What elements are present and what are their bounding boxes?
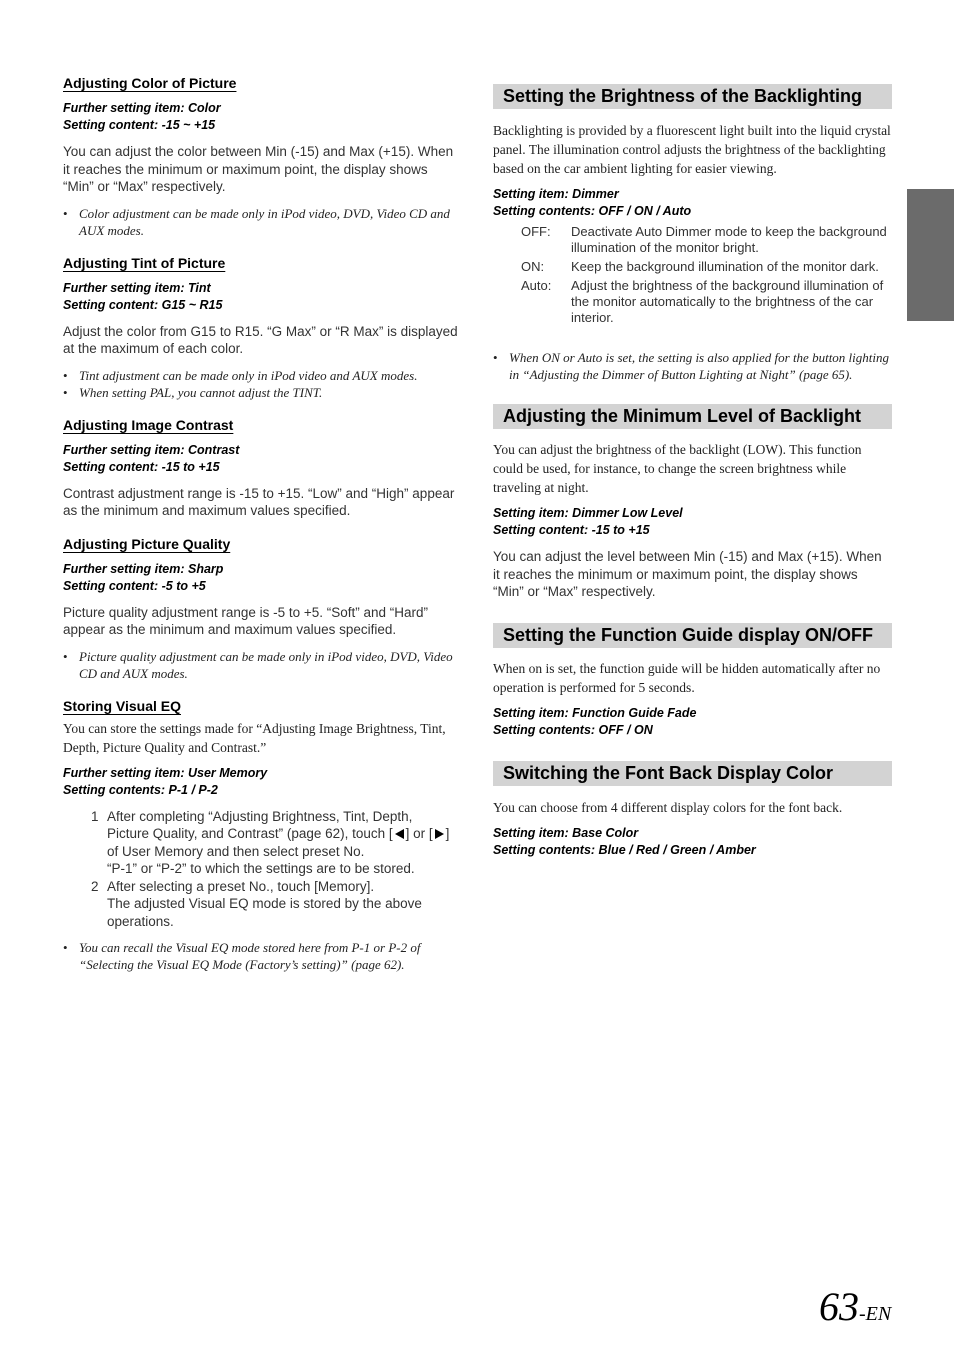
step-text: “P-1” or “P-2” to which the settings are to be stored. bbox=[107, 861, 415, 876]
note-item: • Tint adjustment can be made only in iPod video and AUX modes. bbox=[63, 367, 458, 384]
section-color bbox=[63, 74, 458, 239]
note-list bbox=[63, 939, 458, 973]
setting-item: Setting item: Dimmer Low Level bbox=[493, 506, 683, 520]
body-text: You can adjust the brightness of the backlight (LOW). This function could be used, for instance, to change the screen brightness while traveling at night. bbox=[493, 442, 862, 495]
note-list bbox=[63, 367, 458, 401]
page-number bbox=[819, 1283, 891, 1330]
setting-content: Setting contents: OFF / ON / Auto bbox=[493, 204, 692, 218]
option-key: ON: bbox=[521, 259, 545, 274]
body-text: Adjust the color from G15 to R15. “G Max” or “R Max” is displayed at the maximum of each color. bbox=[63, 323, 458, 356]
section-heading: Adjusting Color of Picture bbox=[63, 75, 237, 91]
section-function-guide bbox=[493, 623, 892, 739]
left-column bbox=[63, 74, 458, 973]
body-text: Picture quality adjustment range is -5 to +5. “Soft” and “Hard” appear as the minimum and maximum values specified. bbox=[63, 604, 429, 637]
section-visual-eq bbox=[63, 697, 458, 974]
setting-item: Further setting item: User Memory bbox=[63, 765, 268, 780]
body-text: You can store the settings made for “Adjusting Image Brightness, Tint, Depth, Picture Quality and Contrast.” bbox=[63, 720, 446, 755]
right-arrow-icon bbox=[435, 829, 444, 839]
setting-item: Setting item: Function Guide Fade bbox=[493, 705, 697, 720]
step-text: After selecting a preset No., touch [Memory]. bbox=[107, 878, 375, 894]
note-item: • You can recall the Visual EQ mode stored here from P-1 or P-2 of “Selecting the Visual EQ Mode (Factory’s setting)” (page 62). bbox=[63, 939, 458, 973]
setting-item: Setting item: Dimmer bbox=[493, 187, 619, 201]
option-key: Auto: bbox=[521, 278, 552, 293]
body-text: You can choose from 4 different display colors for the font back. bbox=[493, 799, 843, 815]
option-desc: Adjust the brightness of the background illumination of the monitor automatically to the brightness of the car interior. bbox=[571, 278, 884, 325]
step-number: 1 bbox=[91, 808, 99, 824]
chapter-tab bbox=[907, 189, 954, 321]
setting-content: Setting content: -5 to +5 bbox=[63, 578, 206, 593]
body-text: You can adjust the level between Min (-15) and Max (+15). When it reaches the minimum or maximum point, the display shows “Min” or “Max” respectively. bbox=[493, 549, 882, 599]
option-row bbox=[521, 259, 892, 278]
setting-item: Setting item: Base Color bbox=[493, 825, 639, 840]
note-item: • When setting PAL, you cannot adjust the TINT. bbox=[63, 384, 458, 401]
setting-item: Further setting item: Contrast bbox=[63, 442, 240, 457]
note-item: • Picture quality adjustment can be made only in iPod video, DVD, Video CD and AUX modes. bbox=[63, 648, 458, 682]
section-font-back bbox=[493, 761, 892, 859]
option-row bbox=[521, 278, 892, 329]
setting-content: Setting content: -15 ~ +15 bbox=[63, 118, 216, 132]
option-desc: Keep the background illumination of the monitor dark. bbox=[571, 259, 879, 274]
step-item bbox=[63, 878, 458, 931]
body-text: Backlighting is provided by a fluorescent light built into the liquid crystal panel. The illumination control adjusts the brightness of the backlighting based on the car ambient lighting for easier viewing. bbox=[493, 123, 891, 176]
body-text: When on is set, the function guide will be hidden automatically after no operation is performed for 5 seconds. bbox=[493, 660, 881, 695]
setting-content: Setting content: G15 ~ R15 bbox=[63, 297, 223, 312]
section-heading: Switching the Font Back Display Color bbox=[493, 761, 892, 786]
options-table bbox=[521, 224, 892, 329]
section-heading: Adjusting Picture Quality bbox=[63, 535, 231, 552]
section-min-level bbox=[493, 404, 892, 601]
section-contrast bbox=[63, 416, 458, 520]
section-heading: Adjusting the Minimum Level of Backlight bbox=[493, 404, 892, 429]
section-heading: Setting the Function Guide display ON/OFF bbox=[493, 623, 892, 648]
setting-content: Setting content: -15 to +15 bbox=[493, 523, 650, 537]
section-brightness bbox=[493, 84, 892, 383]
note-list bbox=[493, 349, 892, 383]
option-key: OFF: bbox=[521, 224, 551, 239]
setting-item: Further setting item: Tint bbox=[63, 280, 211, 295]
note-item: • Color adjustment can be made only in iPod video, DVD, Video CD and AUX modes. bbox=[63, 205, 458, 239]
setting-item: Further setting item: Color bbox=[63, 101, 221, 115]
setting-content: Setting contents: P-1 / P-2 bbox=[63, 782, 218, 797]
step-text: After completing “Adjusting Brightness, Tint, Depth, Picture Quality, and Contrast” (page 62), touch [ bbox=[107, 808, 413, 841]
section-heading: Adjusting Tint of Picture bbox=[63, 254, 226, 271]
step-list bbox=[63, 808, 458, 931]
step-text: ] of User Memory and then select preset No. bbox=[107, 826, 450, 859]
note-list bbox=[63, 205, 458, 239]
option-row bbox=[521, 224, 892, 259]
note-list bbox=[63, 648, 458, 682]
body-text: You can adjust the color between Min (-15) and Max (+15). When it reaches the minimum or maximum point, the display shows “Min” or “Max” respectively. bbox=[63, 144, 454, 194]
setting-content: Setting contents: Blue / Red / Green / Amber bbox=[493, 842, 756, 857]
step-text: ] or [ bbox=[405, 826, 433, 841]
setting-item: Further setting item: Sharp bbox=[63, 561, 224, 576]
section-tint bbox=[63, 254, 458, 401]
section-heading: Setting the Brightness of the Backlighting bbox=[493, 84, 892, 109]
option-desc: Deactivate Auto Dimmer mode to keep the background illumination of the monitor bright. bbox=[571, 224, 887, 255]
right-column bbox=[493, 84, 892, 859]
body-text: Contrast adjustment range is -15 to +15. “Low” and “High” appear as the minimum and maximum values specified. bbox=[63, 485, 455, 518]
left-arrow-icon bbox=[395, 829, 404, 839]
step-text: The adjusted Visual EQ mode is stored by the above operations. bbox=[107, 896, 422, 929]
setting-content: Setting content: -15 to +15 bbox=[63, 459, 220, 474]
section-heading: Storing Visual EQ bbox=[63, 697, 181, 714]
step-item bbox=[63, 808, 458, 878]
page-number-suffix: -EN bbox=[859, 1303, 892, 1325]
setting-content: Setting contents: OFF / ON bbox=[493, 722, 653, 737]
section-heading: Adjusting Image Contrast bbox=[63, 416, 234, 433]
page-number-value: 63 bbox=[819, 1284, 859, 1329]
note-item: • When ON or Auto is set, the setting is also applied for the button lighting in “Adjusting the Dimmer of Button Lighting at Night” (page 65). bbox=[493, 349, 892, 383]
section-quality bbox=[63, 535, 458, 682]
step-number: 2 bbox=[91, 878, 99, 894]
